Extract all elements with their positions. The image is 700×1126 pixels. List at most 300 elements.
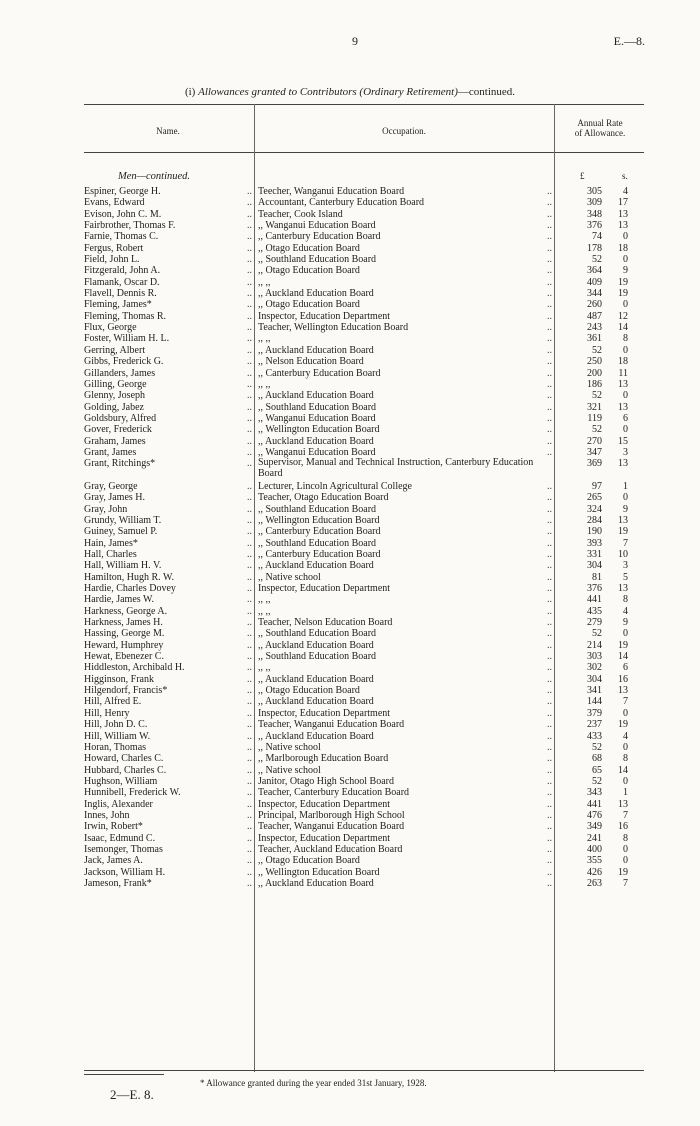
leader-dots: .. [247,583,252,595]
shillings-cell: 19 [618,276,628,288]
occupation-cell: ,, Wellington Education Board [258,424,380,436]
leader-dots: .. [247,798,252,810]
leader-dots: .. [547,662,552,674]
shillings-cell: 14 [618,764,628,776]
table-row [84,231,644,242]
pounds-cell: 376 [587,220,602,232]
pounds-cell: 52 [592,344,602,356]
leader-dots: .. [247,662,252,674]
occupation-cell: ,, Southland Education Board [258,401,377,413]
leader-dots: .. [247,276,252,288]
shillings-cell: 8 [623,753,628,765]
name-cell: Grundy, William T. [84,514,162,526]
leader-dots: .. [547,821,552,833]
pounds-cell: 426 [587,866,602,878]
leader-dots: .. [547,605,552,617]
name-cell: Hill, Alfred E. [84,696,142,708]
header-bottom-rule [84,152,644,153]
occupation-cell: ,, Native school [258,571,321,583]
leader-dots: .. [547,639,552,651]
leader-dots: .. [247,685,252,697]
leader-dots: .. [247,310,252,322]
pounds-cell: 200 [587,367,602,379]
shillings-cell: 8 [623,333,628,345]
shillings-cell: 1 [623,480,628,492]
occupation-cell: ,, Wellington Education Board [258,866,380,878]
leader-dots: .. [247,186,252,197]
leader-dots: .. [547,401,552,413]
table-row [84,197,644,208]
occupation-cell: ,, Wellington Education Board [258,514,380,526]
leader-dots: .. [247,458,252,470]
name-cell: Isemonger, Thomas [84,843,163,855]
occupation-cell: ,, Southland Education Board [258,651,377,663]
leader-dots: .. [247,537,252,549]
column-header-occupation: Occupation. [382,126,426,136]
table-row [84,515,644,526]
pounds-cell: 361 [587,333,602,345]
leader-dots: .. [247,401,252,413]
leader-dots: .. [247,356,252,368]
pounds-cell: 487 [587,310,602,322]
occupation-cell: Accountant, Canterbury Education Board [258,197,425,209]
pounds-cell: 441 [587,594,602,606]
name-cell: Innes, John [84,809,130,821]
shillings-cell: 13 [618,458,628,470]
name-cell: Fleming, Thomas R. [84,310,167,322]
occupation-cell: ,, Southland Education Board [258,503,377,515]
shillings-cell: 7 [623,877,628,889]
occupation-cell: ,, Auckland Education Board [258,639,374,651]
shillings-cell: 13 [618,583,628,595]
table-row [84,413,644,424]
pounds-cell: 400 [587,843,602,855]
table-row [84,708,644,719]
section-label: Men—continued. [118,171,191,182]
shillings-cell: 8 [623,594,628,606]
shillings-cell: 0 [623,843,628,855]
leader-dots: .. [247,843,252,855]
occupation-cell: ,, Native school [258,764,321,776]
shillings-cell: 14 [618,322,628,334]
leader-dots: .. [247,390,252,402]
occupation-cell: ,, Canterbury Education Board [258,367,381,379]
leader-dots: .. [247,628,252,640]
pounds-cell: 343 [587,787,602,799]
name-cell: Jackson, William H. [84,866,166,878]
occupation-cell: Teacher, Canterbury Education Board [258,787,410,799]
shillings-cell: 19 [618,639,628,651]
table-row [84,368,644,379]
leader-dots: .. [247,741,252,753]
shillings-cell: 7 [623,696,628,708]
name-cell: Grant, Ritchings* [84,458,156,470]
occupation-cell: ,, Southland Education Board [258,537,377,549]
leader-dots: .. [247,378,252,390]
pounds-cell: 321 [587,401,602,413]
leader-dots: .. [547,367,552,379]
pounds-cell: 263 [587,877,602,889]
table-row [84,572,644,583]
occupation-cell: ,, Otago Education Board [258,299,360,311]
table-row [84,662,644,673]
leader-dots: .. [547,254,552,266]
table-row [84,765,644,776]
table-row [84,288,644,299]
leader-dots: .. [247,877,252,889]
table-row [84,526,644,537]
table-row [84,492,644,503]
pounds-cell: 476 [587,809,602,821]
occupation-cell: Lecturer, Lincoln Agricultural College [258,480,412,492]
pounds-cell: 393 [587,537,602,549]
shillings-cell: 9 [623,617,628,629]
leader-dots: .. [247,707,252,719]
pounds-cell: 364 [587,265,602,277]
leader-dots: .. [247,367,252,379]
footnote: * Allowance granted during the year ended 31st January, 1928. [200,1078,427,1088]
occupation-cell: ,, Auckland Education Board [258,435,374,447]
name-cell: Gilling, George [84,378,147,390]
name-cell: Hardie, Charles Dovey [84,583,176,595]
occupation-cell: ,, Auckland Education Board [258,730,374,742]
leader-dots: .. [247,242,252,254]
pounds-cell: 303 [587,651,602,663]
table-row [84,583,644,594]
shillings-cell: 13 [618,514,628,526]
shillings-cell: 13 [618,401,628,413]
table-row [84,651,644,662]
shillings-cell: 8 [623,832,628,844]
occupation-cell: ,, Southland Education Board [258,254,377,266]
table-row [84,402,644,413]
occupation-cell: Inspector, Education Department [258,583,391,595]
leader-dots: .. [247,821,252,833]
name-cell: Hubbard, Charles C. [84,764,167,776]
leader-dots: .. [247,696,252,708]
leader-dots: .. [247,605,252,617]
occupation-cell: ,, ,, [258,662,271,674]
pounds-cell: 260 [587,299,602,311]
shillings-cell: 19 [618,719,628,731]
occupation-cell: ,, Marlborough Education Board [258,753,389,765]
pounds-cell: 178 [587,242,602,254]
section-subheader [84,165,644,182]
pounds-cell: 369 [587,458,602,470]
occupation-cell: ,, ,, [258,333,271,345]
leader-dots: .. [547,571,552,583]
leader-dots: .. [247,435,252,447]
caption-title: Allowances granted to Contributors (Ordinary Retirement) [198,86,458,98]
name-cell: Gillanders, James [84,367,156,379]
table-row [84,277,644,288]
name-cell: Hughson, William [84,775,158,787]
leader-dots: .. [547,843,552,855]
table-row [84,606,644,617]
leader-dots: .. [547,775,552,787]
table-row [84,209,644,220]
table-caption [60,86,640,98]
name-cell: Higginson, Frank [84,673,154,685]
table-row [84,696,644,707]
shillings-cell: 4 [623,730,628,742]
name-cell: Horan, Thomas [84,741,147,753]
leader-dots: .. [247,322,252,334]
pounds-cell: 305 [587,186,602,197]
name-cell: Hewat, Ebenezer C. [84,651,164,663]
leader-dots: .. [247,480,252,492]
pounds-cell: 270 [587,435,602,447]
leader-dots: .. [547,832,552,844]
caption-prefix: (i) [184,86,199,98]
shillings-cell: 11 [618,367,628,379]
shillings-cell: 0 [623,231,628,243]
table-rows [84,186,644,889]
shillings-cell: 15 [618,435,628,447]
leader-dots: .. [247,560,252,572]
occupation-cell: ,, Wanganui Education Board [258,412,376,424]
table-row [84,719,644,730]
leader-dots: .. [547,877,552,889]
leader-dots: .. [247,208,252,220]
occupation-cell: ,, ,, [258,276,271,288]
name-cell: Espiner, George H. [84,186,161,197]
shillings-cell: 6 [623,662,628,674]
name-cell: Hill, William W. [84,730,151,742]
occupation-cell: ,, Wanganui Education Board [258,220,376,232]
occupation-cell: Inspector, Education Department [258,310,391,322]
occupation-cell: ,, Canterbury Education Board [258,549,381,560]
name-cell: Irwin, Robert* [84,821,143,833]
name-cell: Fleming, James* [84,299,152,311]
table-row [84,867,644,878]
leader-dots: .. [247,787,252,799]
table-row [84,787,644,798]
shillings-cell: 9 [623,265,628,277]
name-cell: Harkness, James H. [84,617,163,629]
leader-dots: .. [247,333,252,345]
leader-dots: .. [547,809,552,821]
occupation-cell: ,, Auckland Education Board [258,390,374,402]
name-cell: Guiney, Samuel P. [84,526,158,538]
table-row [84,855,644,866]
leader-dots: .. [547,378,552,390]
occupation-cell: Inspector, Education Department [258,798,391,810]
leader-dots: .. [247,412,252,424]
table-row [84,674,644,685]
table-row [84,731,644,742]
shillings-cell: 16 [618,673,628,685]
allowance-table [84,165,644,889]
table-row [84,481,644,492]
leader-dots: .. [547,741,552,753]
shillings-cell: 0 [623,344,628,356]
shillings-cell: 0 [623,390,628,402]
occupation-cell: Teacher, Auckland Education Board [258,843,403,855]
leader-dots: .. [547,764,552,776]
table-row [84,311,644,322]
shillings-cell: 0 [623,775,628,787]
footer-reference: 2—E. 8. [110,1087,154,1102]
pounds-cell: 435 [587,605,602,617]
table-row [84,810,644,821]
pounds-cell: 349 [587,821,602,833]
shillings-cell: 0 [623,299,628,311]
leader-dots: .. [547,424,552,436]
shillings-cell: 10 [618,549,628,560]
table-row [84,458,644,481]
name-cell: Inglis, Alexander [84,798,153,810]
name-cell: Isaac, Edmund C. [84,832,156,844]
pounds-cell: 74 [592,231,602,243]
shillings-cell: 0 [623,707,628,719]
occupation-cell: ,, Auckland Education Board [258,673,374,685]
leader-dots: .. [247,673,252,685]
table-row [84,254,644,265]
pounds-cell: 265 [587,492,602,504]
pounds-cell: 52 [592,424,602,436]
rate-header-line1: Annual Rate [577,118,623,128]
name-cell: Hill, John D. C. [84,719,148,731]
occupation-cell: ,, Otago Education Board [258,855,360,867]
leader-dots: .. [547,753,552,765]
leader-dots: .. [247,220,252,232]
pounds-cell: 304 [587,673,602,685]
name-cell: Hill, Henry [84,707,130,719]
leader-dots: .. [247,492,252,504]
leader-dots: .. [547,707,552,719]
occupation-cell: Supervisor, Manual and Technical Instruction, Canterbury Education Board [258,458,534,480]
shillings-cell: 0 [623,492,628,504]
pounds-cell: 309 [587,197,602,209]
leader-dots: .. [247,651,252,663]
leader-dots: .. [547,673,552,685]
pounds-cell: 433 [587,730,602,742]
leader-dots: .. [547,628,552,640]
occupation-cell: Teecher, Wanganui Education Board [258,186,405,197]
pounds-cell: 302 [587,662,602,674]
leader-dots: .. [247,446,252,458]
name-cell: Goldsbury, Alfred [84,412,157,424]
shillings-cell: 9 [623,503,628,515]
leader-dots: .. [247,265,252,277]
name-cell: Fitzgerald, John A. [84,265,161,277]
pounds-cell: 241 [587,832,602,844]
occupation-cell: ,, Auckland Education Board [258,288,374,300]
occupation-cell: ,, Auckland Education Board [258,696,374,708]
leader-dots: .. [547,390,552,402]
table-row [84,186,644,197]
leader-dots: .. [247,753,252,765]
shillings-cell: 13 [618,798,628,810]
name-cell: Howard, Charles C. [84,753,164,765]
caption-suffix: —continued. [457,86,516,98]
pounds-cell: 68 [592,753,602,765]
name-cell: Hassing, George M. [84,628,165,640]
shillings-cell: 13 [618,208,628,220]
pounds-cell: 81 [592,571,602,583]
leader-dots: .. [247,730,252,742]
leader-dots: .. [547,696,552,708]
leader-dots: .. [247,299,252,311]
occupation-cell: ,, Canterbury Education Board [258,526,381,538]
leader-dots: .. [547,265,552,277]
leader-dots: .. [247,254,252,266]
name-cell: Harkness, George A. [84,605,168,617]
leader-dots: .. [547,186,552,197]
name-cell: Fergus, Robert [84,242,144,254]
table-row [84,333,644,344]
shillings-cell: 7 [623,537,628,549]
leader-dots: .. [547,333,552,345]
pounds-cell: 331 [587,549,602,560]
leader-dots: .. [247,526,252,538]
pounds-cell: 304 [587,560,602,572]
shillings-cell: 0 [623,628,628,640]
leader-dots: .. [547,514,552,526]
pounds-cell: 52 [592,390,602,402]
pounds-cell: 279 [587,617,602,629]
table-row [84,504,644,515]
shillings-cell: 13 [618,220,628,232]
shillings-cell: 17 [618,197,628,209]
leader-dots: .. [547,231,552,243]
pounds-cell: 237 [587,719,602,731]
leader-dots: .. [247,503,252,515]
shillings-cell: 5 [623,571,628,583]
occupation-cell: ,, ,, [258,594,271,606]
shillings-cell: 6 [623,412,628,424]
pounds-cell: 97 [592,480,602,492]
name-cell: Farnie, Thomas C. [84,231,159,243]
occupation-cell: Inspector, Education Department [258,707,391,719]
leader-dots: .. [547,435,552,447]
table-row [84,617,644,628]
leader-dots: .. [547,855,552,867]
footnote-rule [84,1074,164,1075]
name-cell: Hiddleston, Archibald H. [84,662,185,674]
table-row [84,538,644,549]
name-cell: Heward, Humphrey [84,639,164,651]
table-row [84,265,644,276]
shillings-cell: 18 [618,356,628,368]
shillings-cell: 18 [618,242,628,254]
occupation-cell: ,, Auckland Education Board [258,560,374,572]
leader-dots: .. [247,197,252,209]
occupation-cell: ,, ,, [258,378,271,390]
pounds-cell: 52 [592,628,602,640]
leader-dots: .. [547,288,552,300]
leader-dots: .. [247,764,252,776]
occupation-cell: Janitor, Otago High School Board [258,775,394,787]
name-cell: Hain, James* [84,537,138,549]
table-row [84,379,644,390]
shillings-cell: 4 [623,186,628,197]
occupation-cell: ,, Otago Education Board [258,685,360,697]
shillings-cell: 3 [623,560,628,572]
leader-dots: .. [547,594,552,606]
leader-dots: .. [247,231,252,243]
table-row [84,776,644,787]
table-row [84,299,644,310]
pounds-cell: 214 [587,639,602,651]
occupation-cell: ,, Otago Education Board [258,265,360,277]
table-row [84,844,644,855]
pounds-cell: 347 [587,446,602,458]
table-row [84,390,644,401]
name-cell: Glenny, Joseph [84,390,146,402]
leader-dots: .. [547,480,552,492]
